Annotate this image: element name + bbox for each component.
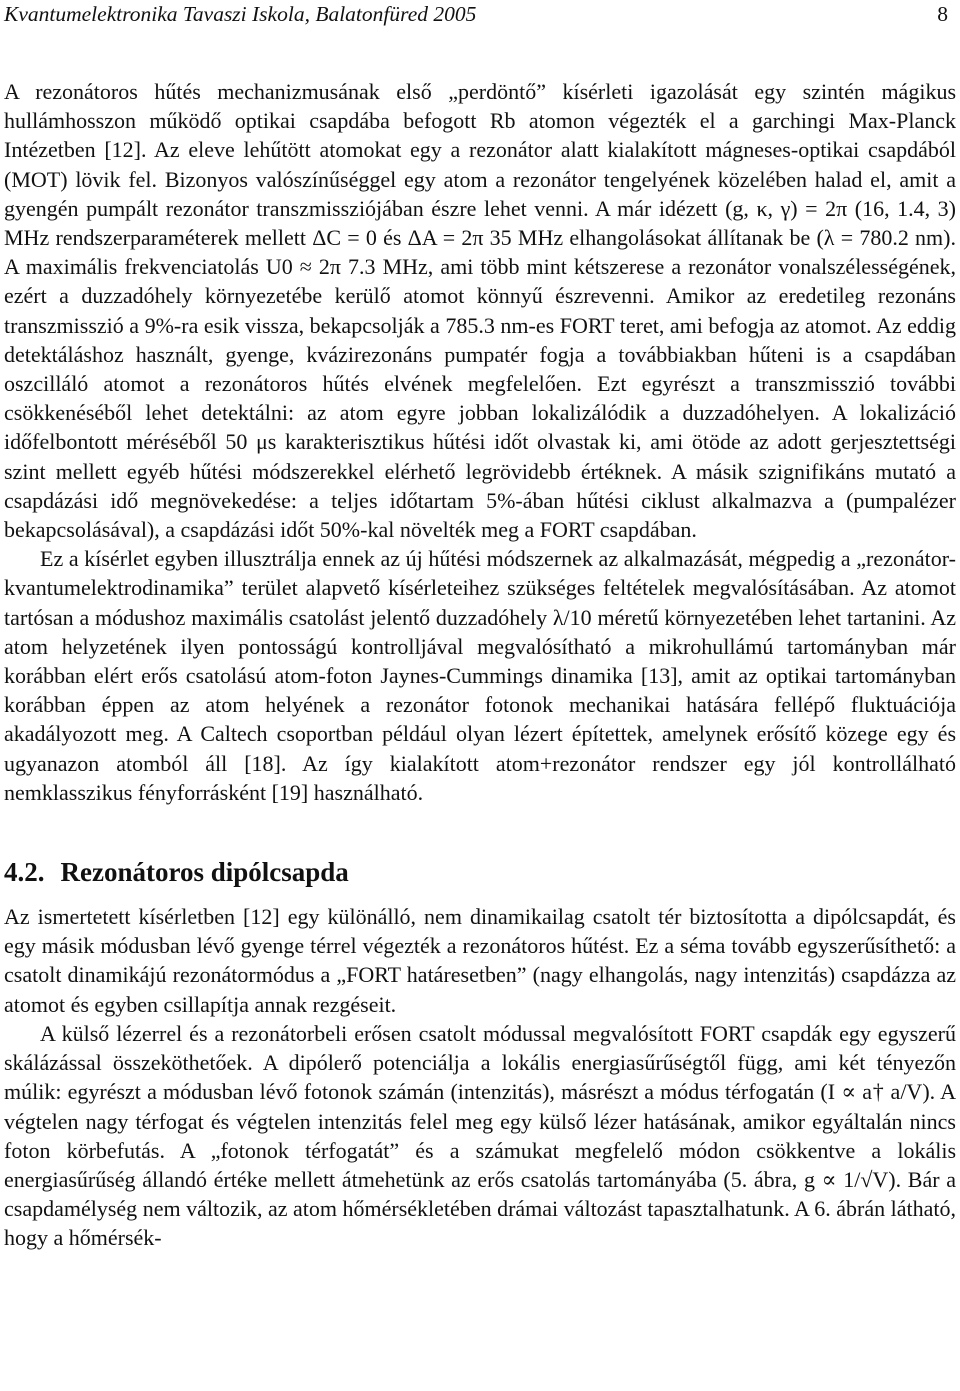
paragraph-3: Az ismertetett kísérletben [12] egy különálló, nem dinamikailag csatolt tér biztosította a dipólcsapdát, és egy másik módusban lévő gyenge térrel végezték a rezonátoros hűtést. Ez a séma tovább egyszerűsíthető: a csatolt dinamikájú rezonátormódus a „FORT határesetben” (nagy elhangolás, nagy intenzitás) csapdázza az atomot és egyben csillapítja annak rezgéseit. xyxy=(4,904,956,1017)
paragraph-1: A rezonátoros hűtés mechanizmusának első „perdöntő” kísérleti igazolását egy szintén mágikus hullámhosszon működő optikai csapdába befogott Rb atomon végezték el a garchingi Max-Planck Intézetben [12]. Az eleve lehűtött atomokat egy a rezonátor alatt kialakított mágneses-optikai csapdából (MOT) lövik fel. Bizonyos valószínűséggel egy atom a rezonátor tengelyének közelében halad el, amit a gyengén pumpált rezonátor transzmissziójában észre lehet venni. A már idézett (g, κ, γ) = 2π (16, 1.4, 3) MHz rendszerparaméterek mellett ΔC = 0 és ΔA = 2π 35 MHz elhangolásokat állítanak be (λ = 780.2 nm). A maximális frekvenciatolás U0 ≈ 2π 7.3 MHz, ami több mint kétszerese a rezonátor vonalszélességének, ezért a duzzadóhely környezetébe kerülő atomot könnyű észrevenni. Amikor az eredetileg rezonáns transzmisszió a 9%-ra esik vissza, bekapcsolják a 785.3 nm-es FORT teret, ami befogja az atomot. Az eddig detektáláshoz használt, gyenge, kvázirezonáns pumpatér fogja a továbbiakban hűteni is a csapdában oszcilláló atomot a rezonátoros hűtés elvének megfelelően. Ezt egyrészt a transzmisszió további csökkenéséből lehet detektálni: az atom egyre jobban lokalizálódik a duzzadóhelyen. A lokalizáció időfelbontott méréséből 50 μs karakterisztikus hűtési időt olvastak ki, ami ötöde az adott gerjesztettségi szint mellett egyéb hűtési módszerekkel elérhető legrövidebb értéknek. A másik szignifikáns mutató a csapdázási idő megnövekedése: a teljes időtartam 5%-ában hűtési ciklust alkalmazva a (pumpalézer bekapcsolásával), a csapdázási időt 50%-kal növelték meg a FORT csapdában. xyxy=(4,79,956,543)
section-number: 4.2. xyxy=(4,857,45,888)
running-title: Kvantumelektronika Tavaszi Iskola, Balatonfüred 2005 xyxy=(4,2,477,26)
paragraph-2: Ez a kísérlet egyben illusztrálja ennek az új hűtési módszernek az alkalmazását, mégpedig a „rezonátor-kvantumelektrodinamika” terület alapvető kísérleteihez szükséges feltételek megvalósításában. Az atomot tartósan a módushoz maximális csatolást jelentő duzzadóhely λ/10 méretű környezetében lehet tartanini. Az atom helyzetének ilyen pontosságú kontrolljával megvalósítható a mikrohullámú tartományban már korábban elért erős csatolású atom-foton Jaynes-Cummings dinamika [13], amit az optikai tartományban korábban éppen az atom helyének a rezonátor fotonok mechanikai hatására fellépő fluktuációja akadályozott meg. A Caltech csoportban például olyan lézert építettek, amelynek erősítő közege egy és ugyanazon atomból áll [18]. Az így kialakított atom+rezonátor rendszer egy jól kontrollálható nemklasszikus fényforrásként [19] használható. xyxy=(4,546,956,805)
paragraph-4: A külső lézerrel és a rezonátorbeli erősen csatolt módussal megvalósított FORT csapdák egy egyszerű skálázással összeköthetőek. A dipólerő potenciálja a lokális energiasűrűségtől függ, ami két tényezőn múlik: egyrészt a módusban lévő fotonok számán (intenzitás), másrészt a módus térfogatán (I ∝ a† a/V). A végtelen nagy térfogat és végtelen intenzitás felel meg egy külső lézer hatásának, amikor egyáltalán nincs foton körbefutás. A „fotonok térfogatát” és a számukat megfelelő módon csökkentve a lokális energiasűrűség állandó értéke mellett átmehetünk az erős csatolás tartományába (5. ábra, g ∝ 1/√V). Bár a csapdamélység nem változik, az atom hőmérsékletében drámai változást tapasztalhatunk. A 6. ábrán látható, hogy a hőmérsék- xyxy=(4,1020,956,1251)
section-heading xyxy=(4,856,956,888)
running-header xyxy=(4,0,956,40)
page-number: 8 xyxy=(937,2,948,26)
section-title: Rezonátoros dipólcsapda xyxy=(60,857,349,888)
